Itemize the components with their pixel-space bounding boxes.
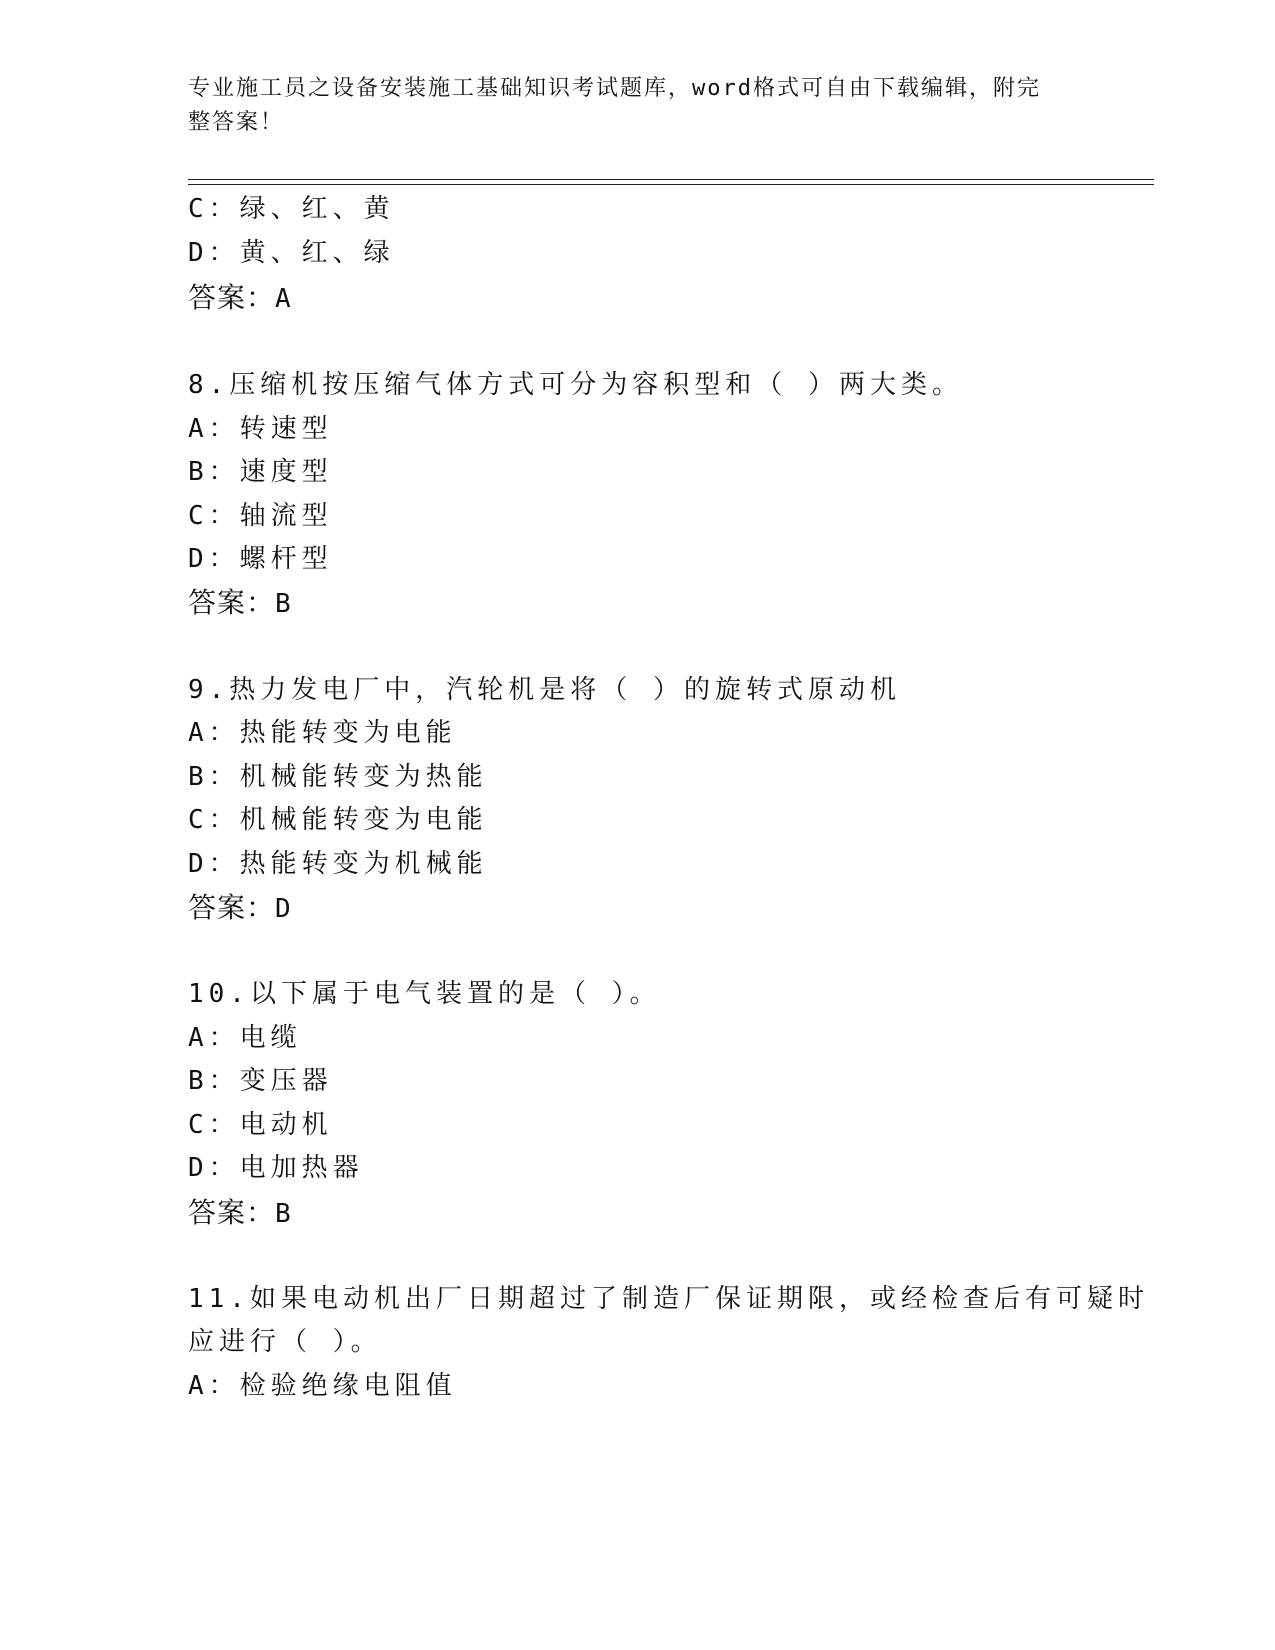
- q11-question-line1: 11.如果电动机出厂日期超过了制造厂保证期限，或经检查后有可疑时: [188, 1284, 1149, 1314]
- q7-option-d: D：黄、红、绿: [188, 238, 395, 268]
- q8-option-a: A：转速型: [188, 414, 333, 444]
- header-divider-top: [188, 179, 1154, 180]
- q9-answer: [188, 890, 292, 927]
- answer-label: 答案：: [188, 281, 276, 314]
- q9-question: 9.热力发电厂中，汽轮机是将（ ）的旋转式原动机: [188, 675, 901, 705]
- q8-option-b: B：速度型: [188, 457, 333, 487]
- q9-option-b: B：机械能转变为热能: [188, 762, 488, 792]
- q7-option-c: C：绿、红、黄: [188, 194, 395, 224]
- header-title-line1: 专业施工员之设备安装施工基础知识考试题库，word格式可自由下载编辑，附完: [188, 76, 1041, 101]
- q10-option-c: C：电动机: [188, 1110, 333, 1140]
- q8-option-c: C：轴流型: [188, 501, 333, 531]
- q9-option-c: C：机械能转变为电能: [188, 805, 488, 835]
- q10-option-b: B：变压器: [188, 1066, 333, 1096]
- q9-option-d: D：热能转变为机械能: [188, 849, 488, 879]
- q11-question-line2: 应进行（ ）。: [188, 1327, 382, 1357]
- answer-label: 答案：: [188, 1196, 276, 1229]
- q7-answer: [188, 280, 292, 317]
- q10-option-d: D：电加热器: [188, 1153, 364, 1183]
- answer-value: D: [275, 894, 292, 924]
- header-title-line2: 整答案！: [188, 110, 285, 135]
- answer-label: 答案：: [188, 586, 276, 619]
- q10-option-a: A：电缆: [188, 1023, 302, 1053]
- q8-answer: [188, 585, 292, 622]
- answer-label: 答案：: [188, 891, 276, 924]
- answer-value: B: [275, 1199, 292, 1229]
- answer-value: A: [275, 284, 292, 314]
- header-divider-bottom: [188, 184, 1154, 185]
- q8-option-d: D：螺杆型: [188, 544, 333, 574]
- q8-question: 8.压缩机按压缩气体方式可分为容积型和（ ）两大类。: [188, 370, 963, 400]
- q9-option-a: A：热能转变为电能: [188, 718, 457, 748]
- q10-question: 10.以下属于电气装置的是（ ）。: [188, 979, 661, 1009]
- page-header: [188, 72, 1078, 140]
- q10-answer: [188, 1195, 292, 1232]
- answer-value: B: [275, 589, 292, 619]
- q11-option-a: A：检验绝缘电阻值: [188, 1371, 457, 1401]
